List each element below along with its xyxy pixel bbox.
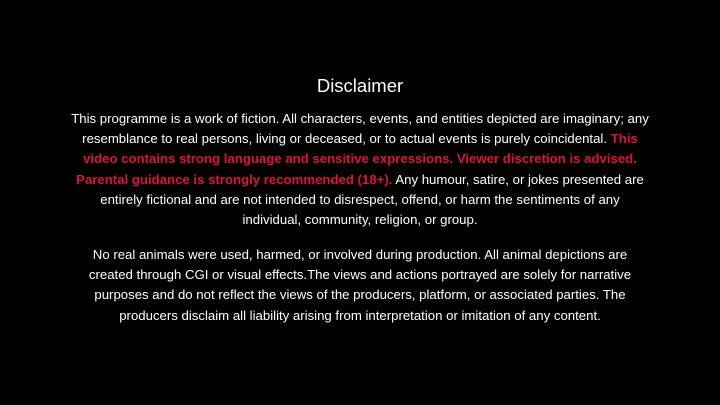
disclaimer-title: Disclaimer bbox=[316, 75, 404, 96]
humour-statement: Any humour, satire, or jokes presented are entirely fictional and are not intended to disrespect, offend, or harm the sentiments of any individual, community, religion, or group. bbox=[100, 171, 644, 228]
fiction-paragraph bbox=[70, 109, 650, 230]
fiction-statement: This programme is a work of fiction. All characters, events, and entities depicted are imaginary; any resemblance to real persons, living or deceased, or to actual events is purely coincidental. bbox=[71, 111, 649, 147]
content-warning: This video contains strong language and sensitive expressions. Viewer discretion is advised. Parental guidance is strongly recommended (18+). bbox=[76, 131, 638, 187]
production-paragraph: No real animals were used, harmed, or involved during production. All animal depictions are created through CGI or visual effects.The views and actions portrayed are solely for narrative purposes and do not reflect the views of the producers, platform, or associated parties. The producers disclaim all liability arising from interpretation or imitation of any content. bbox=[88, 247, 632, 323]
